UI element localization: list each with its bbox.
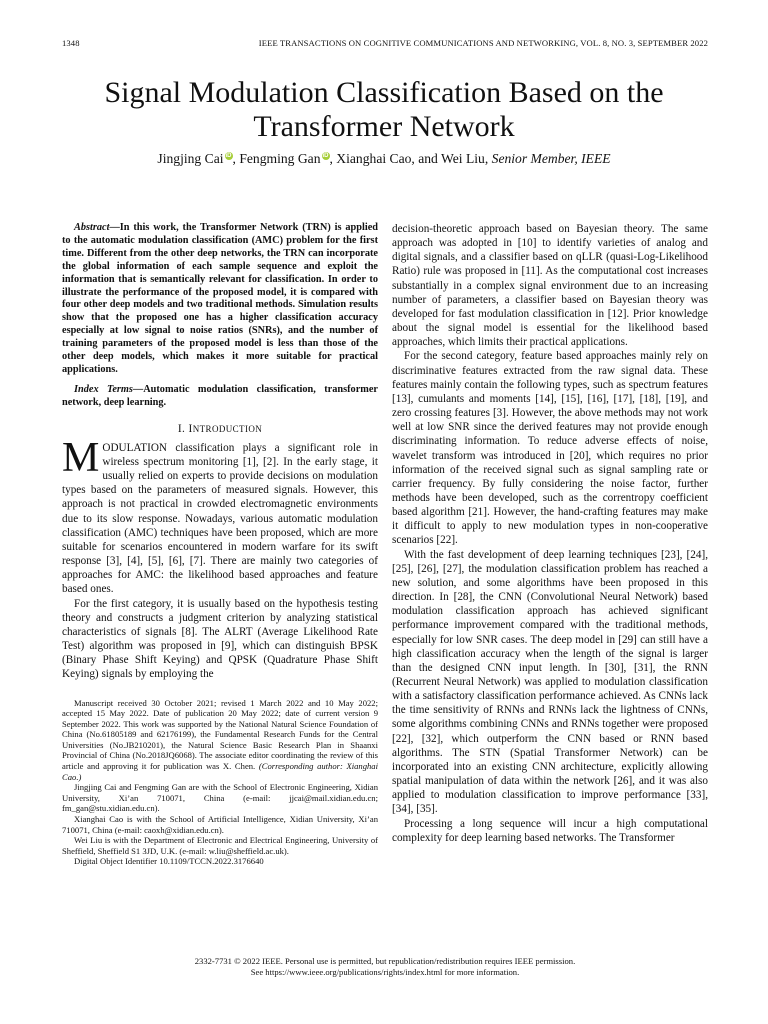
page-number: 1348 <box>62 38 80 48</box>
abstract <box>62 222 378 377</box>
body-paragraph: decision-theoretic approach based on Bayesian theory. The same approach was adopted in [10] to identify varieties of analog and digital signals, and a classifier based on qLLR (quasi-Log-Likelihood Ratio) rule was proposed in [11]. As the computational cost increases substantially in a complex signal environment due to an increasing number of parameters, a classifier based on Bayesian theory was developed for fast modulation classification in [12]. Prior knowledge about the signal model is essential for the likelihood based approaches, which limits their practical applications. <box>392 223 708 349</box>
index-terms <box>62 384 378 410</box>
intro-paragraph-2: For the first category, it is usually based on the hypothesis testing theory and constructs a judgment criterion by analyzing statistical characteristics of signals [8]. The ALRT (Average Likelihood Rate Test) algorithm was proposed in [9], which can distinguish BPSK (Binary Phase Shift Keying) and QPSK (Quadrature Phase Shift Keying) signals by employing the <box>62 597 378 681</box>
index-terms-text: —Automatic modulation classification, transformer network, deep learning. <box>62 383 378 408</box>
footnote-affiliation: Xianghai Cao is with the School of Artificial Intelligence, Xidian University, Xi’an 710071, China (e-mail: caoxh@xidian.edu.cn). <box>62 814 378 835</box>
author-1: Jingjing Cai <box>157 151 224 166</box>
paper-title: Signal Modulation Classification Based on the Transformer Network <box>104 76 664 143</box>
first-page-footnotes <box>62 698 378 868</box>
author-list <box>40 150 728 168</box>
body-paragraph: Processing a long sequence will incur a high computational complexity for deep learning based networks. The Transformer <box>392 817 708 844</box>
orcid-icon[interactable]: iD <box>225 153 232 160</box>
author-role: Senior Member, IEEE <box>491 151 611 166</box>
copyright-footer <box>62 956 708 978</box>
right-column <box>392 222 708 845</box>
footnote-affiliation: Wei Liu is with the Department of Electronic and Electrical Engineering, University of Sheffield, Sheffield S1 3JD, U.K. (e-mail: w.liu@sheffield.ac.uk). <box>62 835 378 856</box>
section-heading: I. INTRODUCTION <box>177 422 263 435</box>
running-header <box>62 38 708 52</box>
index-terms-label: Index Terms <box>74 383 133 395</box>
intro-paragraph-1 <box>62 434 378 597</box>
doi-line[interactable]: Digital Object Identifier 10.1109/TCCN.2022.3176640 <box>74 856 264 867</box>
author-3-4: , Xianghai Cao, and Wei Liu, <box>329 151 489 166</box>
journal-header: IEEE TRANSACTIONS ON COGNITIVE COMMUNICATIONS AND NETWORKING, VOL. 8, NO. 3, SEPTEMBER 2022 <box>258 38 708 48</box>
abstract-label: Abstract <box>74 222 110 233</box>
left-column <box>62 222 378 867</box>
footnote-received: Manuscript received 30 October 2021; revised 1 March 2022 and 10 May 2022; accepted 15 May 2022. Date of publication 20 May 2022; date of current version 9 September 2022. This work was supported by the National Natural Science Foundation of China (No.61805189 and 62176199), the Fundamental Research Funds for the Central Universities (No.JB210201), the Natural Science Basic Research Plan in Shaanxi Provincial of China (No.2018JQ6068). The associate editor coordinating the review of this article and approving it for publication was X. Chen. (Corresponding author: Xianghai Cao.) <box>62 697 378 782</box>
orcid-icon[interactable]: iD <box>322 153 329 160</box>
body-paragraph: For the second category, feature based approaches mainly rely on discriminative features extracted from the raw signal data. These features mainly contain the following types, such as spectrum features [13], cumulants and moments [14], [15], [16], [17], [18], [19], and zero crossing features [3]. However, the above methods may not work well at low SNR since the derived features may not provide enough discriminating information. To reduce adverse effects of noise, wavelet transform was introduced in [20], which requires no prior information of the received signal such as signal sampling rate or carrier frequency. By fully considering the noise factor, further methods have been developed, such as the correntropy coefficient based algorithm [21]. However, the hand-crafting features may make it difficult to apply to new modulation types in non-cooperative scenarios [22]. <box>392 350 708 547</box>
rights-link-line[interactable]: See https://www.ieee.org/publications/rights/index.html for more information. <box>250 967 520 977</box>
drop-cap: M <box>62 434 100 481</box>
author-2: , Fengming Gan <box>232 151 321 166</box>
intro-text-1: ODULATION classification plays a significant role in wireless spectrum monitoring [1], [2]. In the early stage, it usually relied on experts to provide decisions on modulation types based on the parameters of measured signals. However, this approach is not practical in crowded electromagnetic environments due to its slow response. Nowadays, various automatic modulation classification (AMC) techniques have been proposed, which are more suitable for scenarios encountered in modern warfare for its swift response [3], [4], [5], [6], [7]. There are mainly two categories of approaches for AMC: the likelihood based approaches and feature based ones. <box>62 441 378 596</box>
body-paragraph: With the fast development of deep learning techniques [23], [24], [25], [26], [27], the modulation classification problem has reached a new solution, and some algorithms have been proposed in this direction. In [28], the CNN (Convolutional Neural Network) based modulation classification approach has achieved significant performance improvement compared with the traditional methods, especially for low SNR cases. The deep model in [29] can still have a high classification accuracy when the length of the signal is larger than the designed CNN input length. In [30], [31], the RNN (Recurrent Neural Network) was applied to modulation classification with a satisfactory classification performance achieved. As CNNs lack the time sensitivity of RNNs and RNNs lack the lightness of CNNs, some algorithms combining CNNs and RNNs together were proposed [22], [32], which outperform the CNN based or RNN based algorithms. The STN (Spatial Transformer Network) can be incorporated into an existing CNN architecture, explicitly allowing spatial manipulation of data within the network [26], and it was also applied to modulation classification to improve performance [33], [34], [35]. <box>392 548 708 816</box>
abstract-text: —In this work, the Transformer Network (TRN) is applied to the automatic modulation classification (AMC) problem for the first time. Different from the other deep networks, the TRN can incorporate the global information of each sample sequence and exploit the information that is semantically relevant for classification. In order to illustrate the performance of the proposed model, it is compared with four other deep models and two traditional methods. Simulation results show that the proposed one has a higher classification accuracy especially at low signal to noise ratios (SNRs), and the number of training parameters of the proposed model is less than those of the other deep models, which makes it more suitable for practical applications. <box>62 222 378 375</box>
copyright-line: 2332-7731 © 2022 IEEE. Personal use is permitted, but republication/redistribution requires IEEE permission. <box>194 956 576 966</box>
footnote-affiliation: Jingjing Cai and Fengming Gan are with the School of Electronic Engineering, Xidian University, Xi’an 710071, China (e-mail: jjcai@mail.xidian.edu.cn; fm_gan@stu.xidian.edu.cn). <box>62 782 378 814</box>
